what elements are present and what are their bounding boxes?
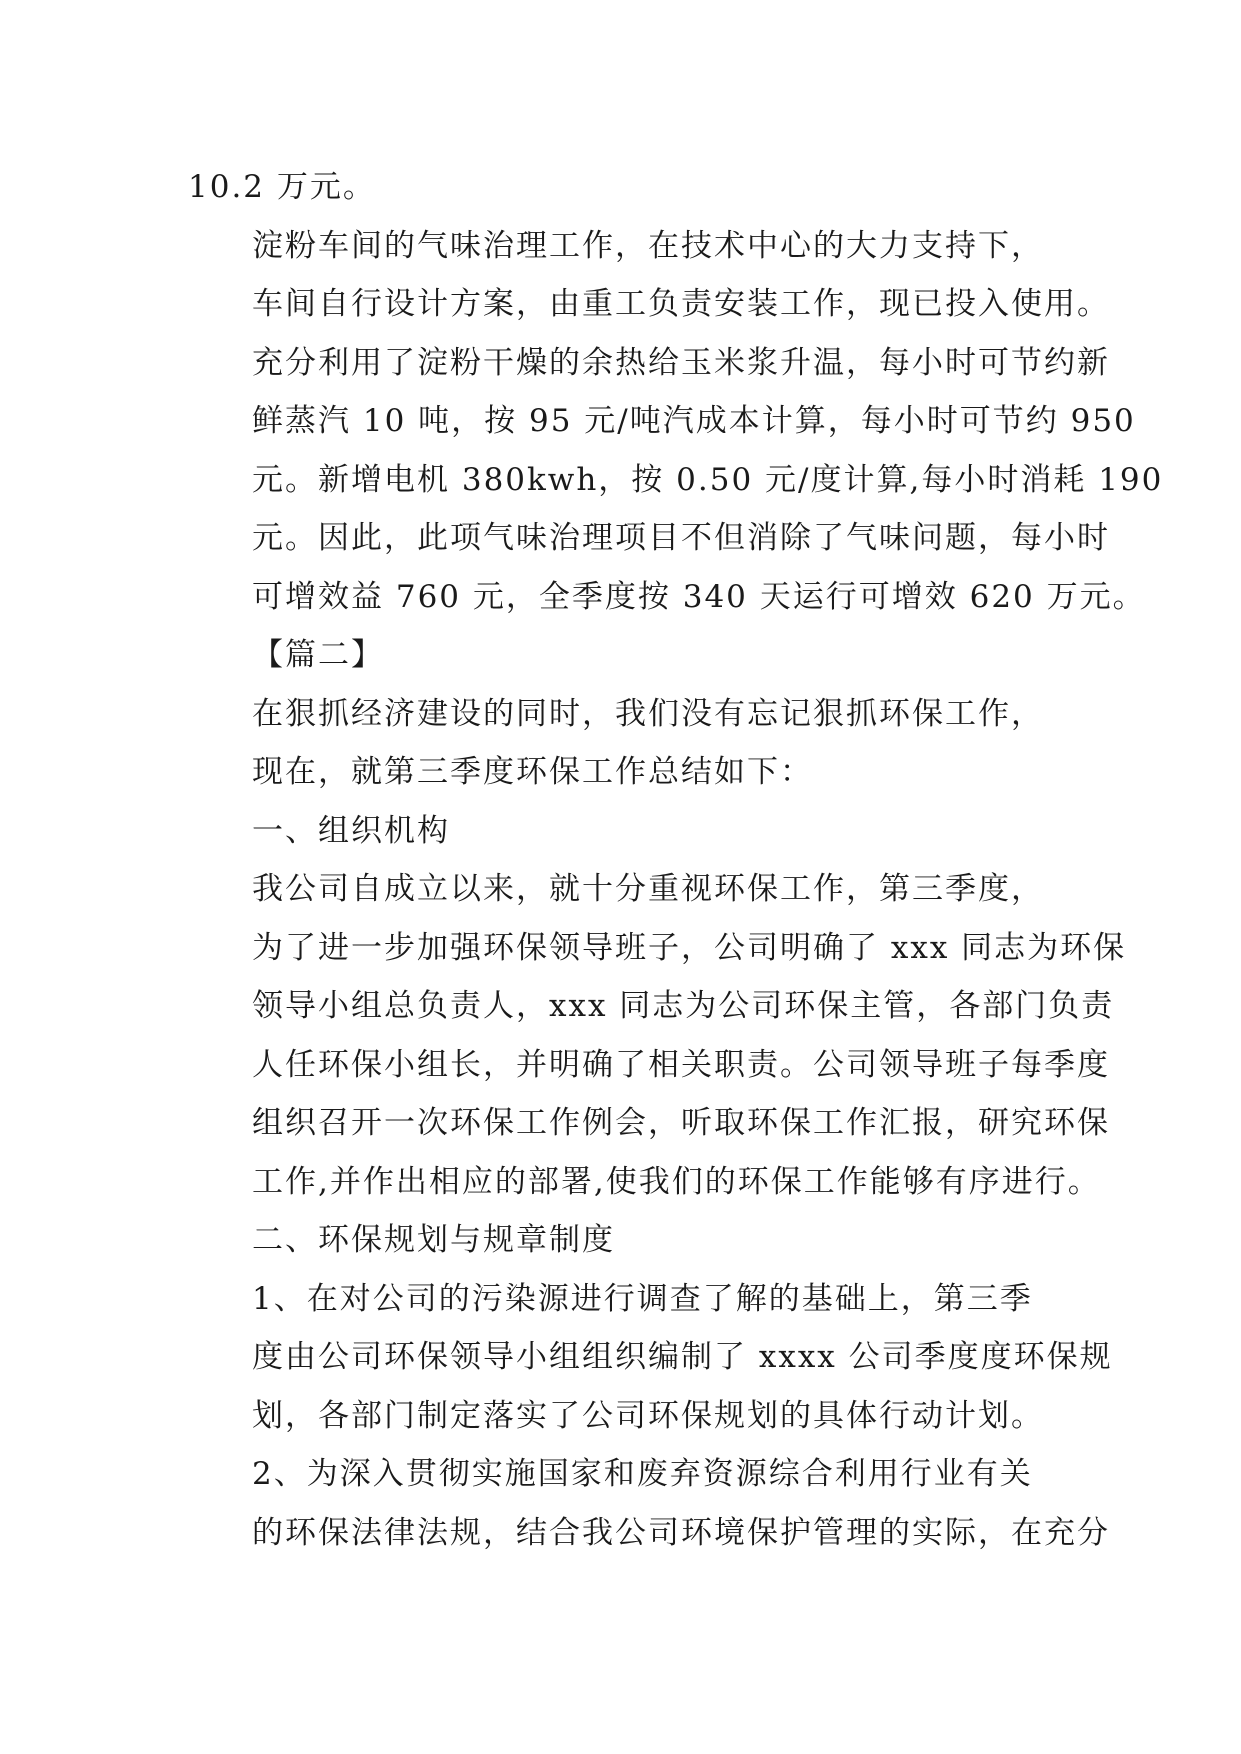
text-line: 充分利用了淀粉干燥的余热给玉米浆升温，每小时可节约新 [252,344,1110,381]
text-line: 2、为深入贯彻实施国家和废弃资源综合利用行业有关 [252,1456,1033,1492]
document-body [188,158,1164,1562]
paragraph [188,1445,1110,1562]
text-line: 【篇二】 [252,637,384,673]
paragraph [188,802,1068,861]
paragraph [188,626,1068,685]
paragraph [188,158,1068,217]
text-line: 在狠抓经济建设的同时，我们没有忘记狠抓环保工作， [252,695,1044,732]
text-line: 现在，就第三季度环保工作总结如下： [252,754,813,790]
text-line: 元。因此，此项气味治理项目不但消除了气味问题，每小时 [252,520,1110,556]
text-line: 领导小组总负责人，xxx 同志为公司环保主管，各部门负责 [252,988,1115,1024]
text-line: 元。新增电机 380kwh，按 0.50 元/度计算,每小时消耗 190 [252,461,1164,498]
text-line: 工作,并作出相应的部署,使我们的环保工作能够有序进行。 [252,1163,1101,1200]
text-line: 一、组织机构 [252,812,450,849]
text-line: 可增效益 760 元，全季度按 340 天运行可增效 620 万元。 [252,578,1146,615]
text-line: 度由公司环保领导小组组织编制了 xxxx 公司季度度环保规 [252,1339,1113,1375]
paragraph [188,217,1164,627]
text-line: 1、在对公司的污染源进行调查了解的基础上，第三季 [252,1280,1033,1317]
text-line: 二、环保规划与规章制度 [252,1222,615,1258]
paragraph [188,1270,1113,1446]
paragraph [188,1211,1068,1270]
text-line: 划，各部门制定落实了公司环保规划的具体行动计划。 [252,1397,1044,1434]
text-line: 为了进一步加强环保领导班子，公司明确了 xxx 同志为环保 [252,929,1127,966]
text-line: 车间自行设计方案，由重工负责安装工作，现已投入使用。 [252,286,1110,322]
paragraph [188,860,1127,1211]
text-line: 10.2 万元。 [188,169,376,205]
text-line: 我公司自成立以来，就十分重视环保工作，第三季度， [252,871,1044,907]
text-line: 鲜蒸汽 10 吨，按 95 元/吨汽成本计算，每小时可节约 950 [252,403,1136,439]
paragraph [188,685,1068,802]
text-line: 组织召开一次环保工作例会，听取环保工作汇报，研究环保 [252,1105,1110,1141]
text-line: 的环保法律法规，结合我公司环境保护管理的实际，在充分 [252,1514,1110,1551]
text-line: 淀粉车间的气味治理工作，在技术中心的大力支持下， [252,227,1044,264]
text-line: 人任环保小组长，并明确了相关职责。公司领导班子每季度 [252,1046,1110,1083]
